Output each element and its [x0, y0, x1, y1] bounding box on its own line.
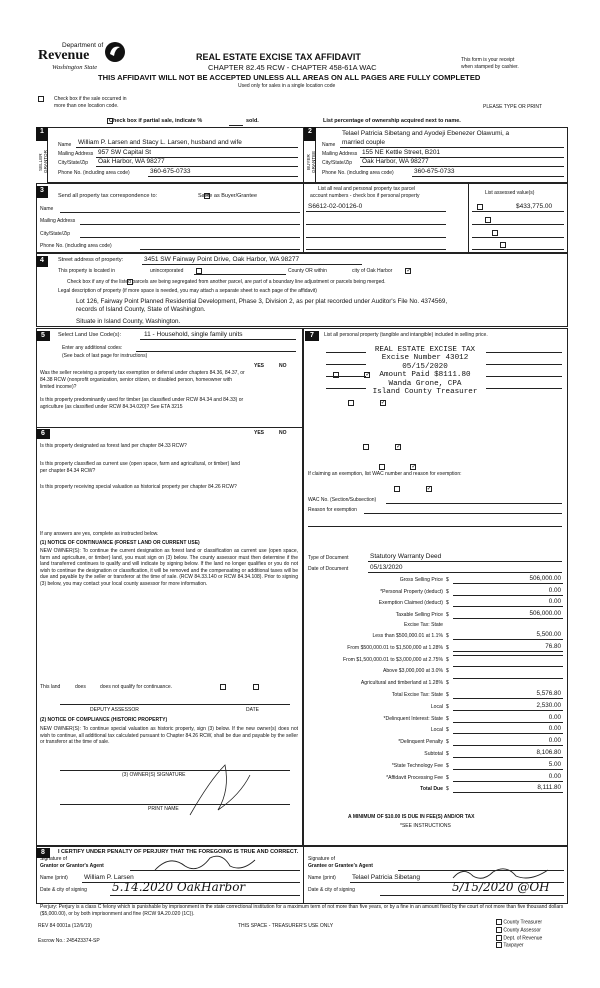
calc-label: Local [430, 703, 443, 710]
seller-city-label: City/State/Zip [58, 160, 89, 166]
assessed-value: $433,775.00 [516, 203, 553, 210]
wac-label: WAC No. (Section/Subsection) [308, 497, 377, 503]
does-not-qualify-checkbox[interactable] [253, 684, 259, 690]
s6-q2: Is this property classified as current use (open space, farm and agricultural, or timber) land per chapter 84.34 RCW? [40, 461, 241, 474]
copy-revenue-checkbox[interactable] [496, 935, 502, 941]
see-instructions: *SEE INSTRUCTIONS [400, 823, 451, 829]
deputy-assessor-label: DEPUTY ASSESSOR [90, 707, 139, 713]
certify-statement: I CERTIFY UNDER PENALTY OF PERJURY THAT THE FOREGOING IS TRUE AND CORRECT. [58, 849, 299, 855]
calc-value: 0.00 [453, 737, 563, 746]
seller-mailing: 957 SW Capital St [98, 149, 152, 156]
parcel-number: S6612-02-00126-0 [308, 203, 363, 210]
dollar-sign: $ [446, 727, 449, 734]
dollar-sign: $ [446, 715, 449, 722]
form-chapter: CHAPTER 82.45 RCW - CHAPTER 458-61A WAC [208, 63, 377, 72]
notice1-text: NEW OWNER(S): To continue the current designation as forest land or classification as current use (open space, farm and agriculture, or timber) land, you must sign on (3) below. The county assessor must then determine if the land transferred continues to qualify and will indicate by signing below. If the land no longer qualifies or you do not wish to continue the designation or classification, it will be removed and the compensating or additional taxes will be due and payable by the seller or transferor at the time of sale. (RCW 84.33.140 or RCW 84.34.108). Prior to signing (3) below, you may contact your local county assessor for more information. [40, 548, 298, 587]
dollar-sign: $ [446, 774, 449, 781]
calc-label: *Delinquent Interest: State [383, 715, 443, 722]
section-3-number: 3 [36, 186, 48, 198]
copy-distribution [496, 919, 542, 950]
parcel-header-line1: List all real and personal property tax parcel [318, 186, 415, 192]
section-1-number: 1 [36, 127, 48, 141]
buyer-side-label: BUYER GRANTEE [304, 141, 316, 183]
dollar-sign: $ [446, 656, 449, 663]
exemption-label: If claiming an exemption, list WAC number and reason for exemption: [308, 471, 462, 477]
calc-value: 0.00 [453, 587, 563, 596]
calc-value: 5,576.80 [453, 690, 563, 699]
grantee-date-city: 5/15/2020 @OH [452, 880, 550, 894]
copy-county-assessor: County Assessor [496, 927, 542, 935]
personal-property-checkbox-4[interactable] [500, 242, 506, 248]
land-use-code: 11 - Household, single family units [144, 331, 243, 338]
calc-label: Total Excise Tax: State [391, 692, 443, 698]
s5-yes-header: YES [254, 363, 265, 369]
ownership-note: List percentage of ownership acquired next to name. [323, 118, 461, 124]
calc-value: 5.00 [453, 761, 563, 770]
personal-property-checkbox-2[interactable] [485, 217, 491, 223]
seller-phone: 360-675-0733 [150, 168, 191, 175]
s5-no-header: NO [279, 363, 287, 369]
grantee-signature-icon [448, 864, 558, 884]
grantor-date-city: 5.14.2020 OakHarbor [112, 880, 246, 894]
s6-q3: Is this property receiving special valuation as historical property per chapter 84.26 RCW? [40, 484, 237, 490]
stamp-line1: REAL ESTATE EXCISE TAX [374, 346, 476, 354]
seller-phone-label: Phone No. (including area code) [58, 170, 130, 176]
doc-type: Statutory Warranty Deed [370, 553, 442, 560]
receipt-line1: This form is your receipt [461, 57, 515, 63]
section-2-number: 2 [304, 127, 316, 141]
excise-state-label: Excise Tax: State [404, 622, 443, 628]
notice1-title: (1) NOTICE OF CONTINUANCE (FOREST LAND OR CURRENT USE) [40, 540, 200, 546]
corr-city-label: City/State/Zip [40, 231, 71, 237]
send-correspondence-label: Send all property tax correspondence to: [58, 193, 158, 199]
s6-q2-yes[interactable] [379, 464, 385, 470]
calc-value: 506,000.00 [453, 575, 563, 584]
buyer-mailing: 155 NE Kettle Street, B201 [362, 149, 441, 156]
multi-location-line1: Check box if the sale occurred in [54, 96, 127, 102]
doc-date: 05/13/2020 [370, 564, 403, 571]
reason-label: Reason for exemption [308, 507, 357, 513]
s5-q1: Was the seller receiving a property tax exemption or deferral under chapters 84.36, 84.37, or 84.38 RCW (nonprofit organization, senior citizen, or disabled person, homeowner with limited income)? [40, 370, 245, 390]
buyer-name-label: Name [322, 142, 336, 148]
calc-label: Above $3,000,000 at 3.0% [382, 668, 443, 675]
calc-label: Total Due [420, 786, 443, 793]
calc-value: 76.80 [453, 643, 563, 652]
grantor-signature-icon [150, 852, 260, 874]
dollar-sign: $ [446, 588, 449, 595]
calc-label: Exemption Claimed (deduct) [378, 600, 443, 606]
buyer-city-label: City/State/Zip [322, 160, 353, 166]
if-any-yes: If any answers are yes, complete as instructed below. [40, 531, 159, 537]
s5-q2: Is this property predominantly used for timber (as classified under RCW 84.34 and 84.33) or agriculture (as classified under RCW 84.34.020)? See ETA 3215 [40, 397, 244, 410]
calc-value: 8,111.80 [453, 784, 563, 793]
multi-location-line2: more than one location code. [54, 103, 119, 109]
corr-phone-label: Phone No. (including area code) [40, 243, 112, 249]
stamp-line4: Amount Paid $8111.80 [379, 371, 471, 380]
calc-value: 5,500.00 [453, 631, 563, 640]
s6-yes-header: YES [254, 430, 265, 436]
same-as-buyer-label: Same as Buyer/Grantee [198, 193, 258, 199]
legal-line1: Lot 126, Fairway Point Planned Residential Development, Phase 3, Division 2, as per plat recorded under Auditor's File No. 4374569, [76, 298, 448, 305]
seller-city: Oak Harbor, WA 98277 [98, 158, 165, 165]
escrow-number: Escrow No.: 245423374-SP [38, 938, 100, 944]
buyer-mailing-label: Mailing Address [322, 151, 358, 157]
calc-value [453, 655, 563, 656]
dollar-sign: $ [446, 633, 449, 639]
section-4-number: 4 [36, 256, 48, 267]
calc-label: Local [430, 727, 443, 734]
calc-value: 8,106.80 [453, 749, 563, 758]
dollar-sign: $ [446, 577, 449, 583]
calc-label: *Personal Property (deduct) [380, 588, 443, 595]
buyer-phone-label: Phone No. (including area code) [322, 170, 394, 176]
dollar-sign: $ [446, 680, 449, 687]
calc-value: 2,530.00 [453, 702, 563, 711]
stamp-line5: Wanda Grone, CPA [388, 379, 462, 388]
calc-label: From $500,000.01 to $1,500,000 at 1.28% [347, 644, 443, 651]
scribble-signature-icon [180, 760, 270, 820]
notice2-title: (2) NOTICE OF COMPLIANCE (HISTORIC PROPERTY) [40, 717, 168, 723]
dollar-sign: $ [446, 739, 449, 746]
dollar-sign: $ [446, 692, 449, 698]
s5-q1-yes[interactable] [333, 372, 339, 378]
multi-location-checkbox[interactable] [38, 96, 44, 102]
calc-label: Less than $500,000.01 at 1.1% [372, 633, 443, 639]
does-qualify-checkbox[interactable] [220, 684, 226, 690]
unincorporated-label: unincorporated [150, 268, 184, 274]
treasurer-use-only: THIS SPACE - TREASURER'S USE ONLY [238, 923, 334, 929]
section-5-number: 5 [36, 331, 50, 341]
assessed-header: List assessed value(s) [485, 190, 535, 196]
grantee-sig-label1: Signature of [308, 856, 335, 862]
logo-line3: Washington State [52, 64, 98, 71]
dollar-sign: $ [446, 611, 449, 618]
minimum-fee-note: A MINIMUM OF $10.00 IS DUE IN FEE(S) AND/OR TAX [348, 814, 475, 820]
calc-value [453, 666, 563, 667]
county-label: County OR within [288, 268, 327, 274]
partial-sale-sold: sold. [246, 118, 259, 124]
calc-value [453, 678, 563, 679]
form-subnote: Used only for sales in a single location code [238, 83, 336, 89]
section-8-number: 8 [36, 848, 50, 858]
rev-number: REV 84 0001a (12/6/19) [38, 923, 92, 929]
calc-value: 0.00 [453, 598, 563, 607]
logo-line2: Revenue [38, 48, 90, 63]
s6-q3-yes[interactable] [394, 486, 400, 492]
street-address: 3451 SW Fairway Point Drive, Oak Harbor, WA 98277 [144, 256, 300, 263]
calc-value: 0.00 [453, 714, 563, 723]
copy-treasurer-checkbox[interactable] [496, 919, 502, 925]
please-type: PLEASE TYPE OR PRINT [483, 104, 543, 110]
calc-label: Gross Selling Price [399, 577, 443, 583]
partial-sale-label: Check box if partial sale, indicate % [109, 118, 203, 124]
dollar-sign: $ [446, 751, 449, 757]
assessor-date-label: DATE [246, 707, 259, 713]
grantee-date-label: Date & city of signing [308, 887, 355, 893]
segregated-label: Check box if any of the listed parcels are being segregated from another parcel, are part of a boundary line adjustment or parcels being merged. [67, 279, 386, 285]
legal-label: Legal description of property (if more space is needed, you may attach a separate sheet to each page of the affidavit) [58, 288, 317, 294]
copy-dept-revenue: Dept. of Revenue [496, 935, 542, 943]
located-label: This property is located in [58, 268, 115, 274]
grantee-name-print-label: Name (print) [308, 875, 336, 881]
s5-q2-yes[interactable] [348, 400, 354, 406]
dollar-sign: $ [446, 644, 449, 651]
corr-mailing-label: Mailing Address [40, 218, 76, 224]
land-use-label: Select Land Use Code(s): [58, 332, 121, 338]
s6-no-header: NO [279, 430, 287, 436]
s5-q2-no[interactable] [380, 400, 386, 406]
calc-label: *Affidavit Processing Fee [386, 774, 443, 781]
copy-assessor-checkbox[interactable] [496, 927, 502, 933]
dollar-sign: $ [446, 703, 449, 710]
logo-line1: Department of [62, 42, 104, 49]
see-back-label: (See back of last page for instructions) [62, 353, 148, 359]
grantor-name-print: William P. Larsen [84, 874, 134, 881]
dor-swirl-icon [104, 40, 126, 64]
s6-q1-no[interactable] [395, 444, 401, 450]
grantee-name-print: Telael Patricia Sibetang [352, 874, 420, 881]
does-not-label: does not qualify for continuance. [100, 684, 172, 690]
seller-mailing-label: Mailing Address [58, 151, 94, 157]
s6-q2-no[interactable] [410, 464, 416, 470]
personal-property-checkbox-3[interactable] [492, 230, 498, 236]
stamp-line6: Island County Treasurer [372, 388, 478, 397]
receipt-line2: when stamped by cashier. [461, 64, 519, 70]
buyer-name: married couple [342, 139, 385, 146]
additional-codes-label: Enter any additional codes: [62, 345, 123, 351]
city-within-checkbox[interactable] [405, 268, 411, 274]
grantor-sig-label1: Signature of [40, 856, 67, 862]
copy-taxpayer-checkbox[interactable] [496, 942, 502, 948]
dollar-sign: $ [446, 762, 449, 769]
perjury-statement: Perjury: Perjury is a class C felony which is punishable by imprisonment in the state correctional institution for a maximum term of not more than five years, or by a fine in an amount fixed by the court of not more than five thousand dollars ($5,000.00), or by both imprisonment and fine (RCW 9A.20.020 (1C)). [40, 904, 564, 917]
doc-type-label: Type of Document [308, 555, 349, 561]
section-7-number: 7 [305, 331, 319, 341]
buyer-city: Oak Harbor, WA 98277 [362, 158, 429, 165]
stamp-line2: Excise Number 43012 [381, 354, 469, 363]
legal-line2: records of Island County, State of Washington. [76, 306, 206, 313]
calc-label: Subtotal [424, 751, 443, 757]
dor-logo [38, 40, 128, 76]
calc-label: *State Technology Fee [391, 762, 443, 769]
calc-value: 0.00 [453, 773, 563, 782]
calc-label: *Delinquent Penalty [398, 739, 443, 746]
form-title: REAL ESTATE EXCISE TAX AFFIDAVIT [196, 52, 361, 62]
print-name-label: PRINT NAME [148, 806, 179, 812]
excise-stamp [360, 346, 490, 396]
s6-q1-yes[interactable] [363, 444, 369, 450]
grantor-date-label: Date & city of signing [40, 887, 87, 893]
form-warning: THIS AFFIDAVIT WILL NOT BE ACCEPTED UNLESS ALL AREAS ON ALL PAGES ARE FULLY COMPLETED [98, 73, 481, 82]
s6-q1: Is this property designated as forest land per chapter 84.33 RCW? [40, 443, 187, 449]
calc-value: 0.00 [453, 725, 563, 734]
grantor-name-print-label: Name (print) [40, 875, 68, 881]
city-of-label: city of Oak Harbor [352, 268, 393, 274]
dollar-sign: $ [446, 668, 449, 675]
s6-q3-no[interactable] [426, 486, 432, 492]
calc-value: 506,000.00 [453, 610, 563, 619]
section-6-number: 6 [36, 429, 50, 439]
buyer-phone: 360-675-0733 [414, 168, 455, 175]
street-label: Street address of property: [58, 257, 124, 263]
legal-line3: Situate in Island County, Washington. [76, 318, 181, 325]
this-land-label: This land [40, 684, 61, 690]
copy-county-treasurer: County Treasurer [496, 919, 542, 927]
seller-name: William P. Larsen and Stacy L. Larsen, husband and wife [78, 139, 242, 146]
calc-label: Agricultural and timberland at 1.28% [360, 680, 443, 687]
dollar-sign: $ [446, 600, 449, 606]
grantee-sig-label2: Grantee or Grantee's Agent [308, 863, 373, 869]
stamp-line3: 05/15/2020 [402, 362, 448, 371]
seller-side-label: SELLER GRANTOR [36, 141, 48, 183]
dollar-sign: $ [446, 786, 449, 793]
buyer-name-line1: Telael Patricia Sibetang and Ayodeji Ebenezer Olawumi, a [342, 130, 510, 137]
calc-label: Taxable Selling Price [395, 611, 443, 618]
personal-property-list-label: List all personal property (tangible and intangible) included in selling price. [324, 332, 488, 338]
owner-signature-label: (3) OWNER(S) SIGNATURE [122, 772, 186, 778]
does-label: does [75, 684, 86, 690]
corr-name-label: Name [40, 206, 54, 212]
calc-label: From $1,500,000.01 to $3,000,000 at 2.75% [343, 656, 443, 663]
parcel-header-line2: account numbers - check box if personal property [310, 193, 420, 199]
notice2-text: NEW OWNER(S): To continue special valuation as historic property, sign (3) below. If the new owner(s) does not wish to continue, all additional tax calculated pursuant to Chapter 84.26 RCW, shall be due and payable by the seller or transferor at the time of sale. [40, 726, 298, 746]
copy-taxpayer: Taxpayer [496, 942, 542, 950]
personal-property-checkbox-1[interactable] [477, 204, 483, 210]
seller-name-label: Name [58, 142, 72, 148]
doc-date-label: Date of Document [308, 566, 349, 572]
grantor-sig-label2: Grantor or Grantor's Agent [40, 863, 104, 869]
